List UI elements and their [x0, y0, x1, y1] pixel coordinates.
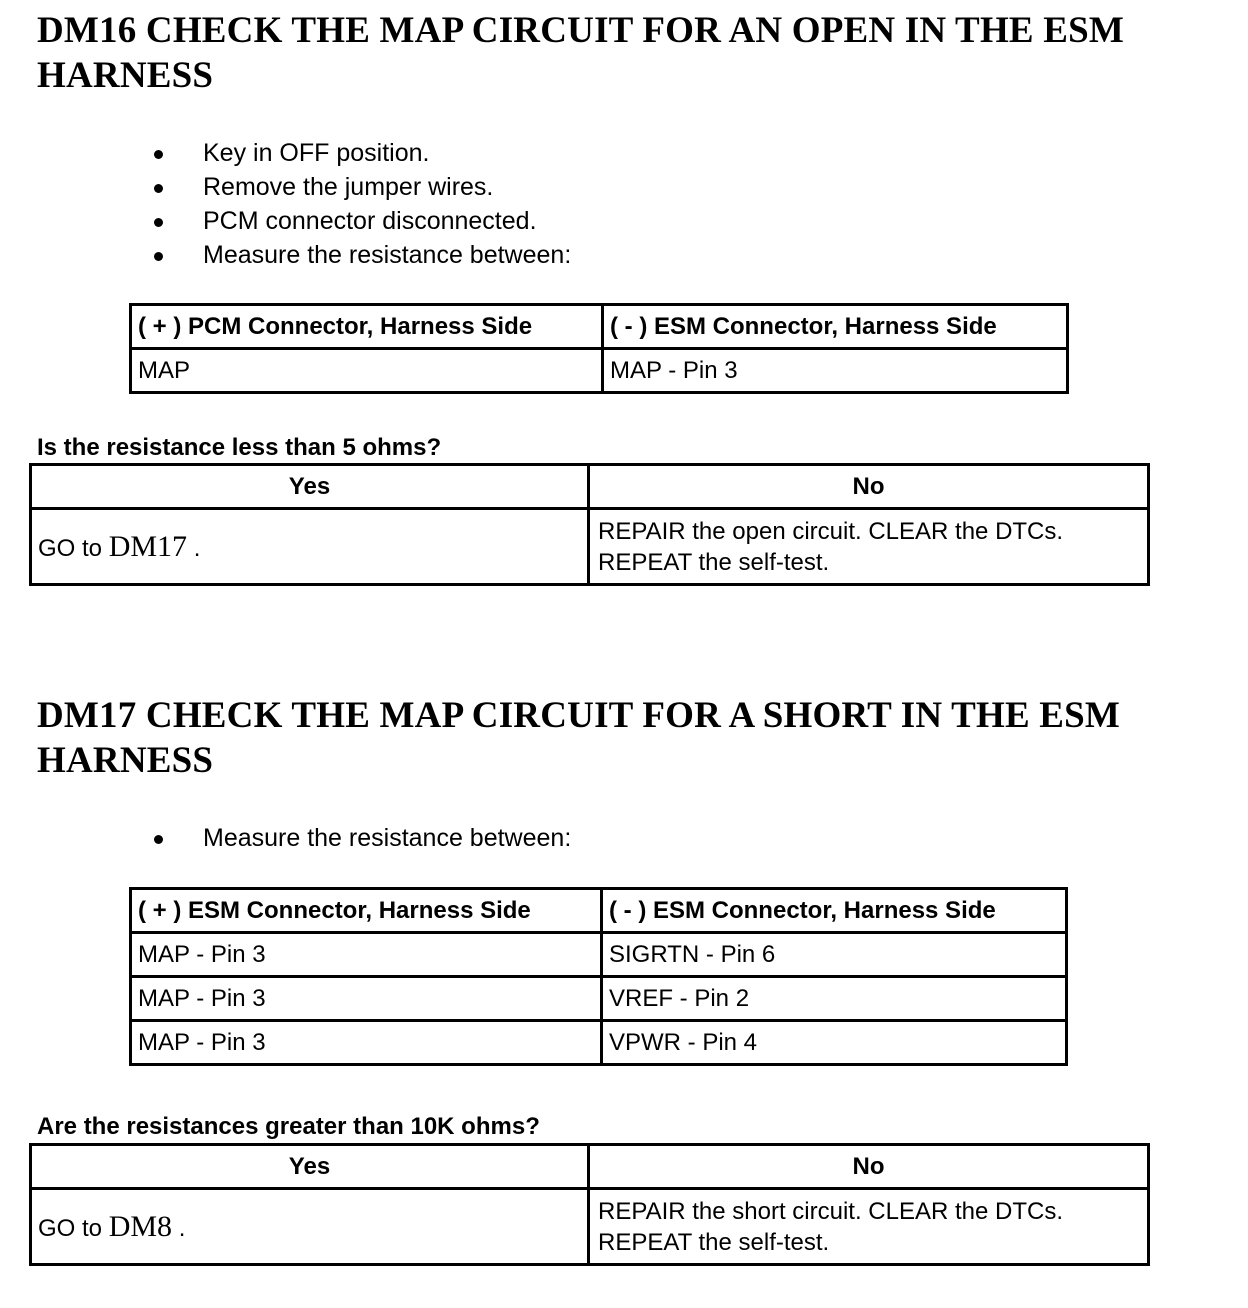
dm16-measure-table	[129, 303, 1069, 394]
dm17-question: Are the resistances greater than 10K ohms?	[37, 1113, 540, 1140]
table-header-row	[131, 889, 1067, 933]
no-cell: REPAIR the open circuit. CLEAR the DTCs. REPEAT the self-test.	[589, 509, 1149, 585]
table-header-row	[31, 465, 1149, 509]
no-header: No	[589, 1145, 1149, 1189]
yes-header: Yes	[31, 1145, 589, 1189]
dm17-heading-line1: DM17 CHECK THE MAP CIRCUIT FOR A SHORT IN THE ESM	[37, 695, 1121, 736]
table-row	[131, 349, 1068, 393]
table-header: ( + ) ESM Connector, Harness Side	[131, 889, 602, 933]
table-row	[131, 977, 1067, 1021]
dm16-result-table	[29, 463, 1150, 586]
no-header: No	[589, 465, 1149, 509]
table-cell: MAP - Pin 3	[131, 1021, 602, 1065]
bullet-icon	[154, 252, 163, 261]
table-cell: VREF - Pin 2	[602, 977, 1067, 1021]
dm17-heading	[37, 693, 1217, 783]
table-row	[31, 509, 1149, 585]
list-item: Remove the jumper wires.	[150, 170, 571, 204]
yes-cell: GO to DM8 .	[31, 1189, 589, 1265]
dm17-link[interactable]: DM17	[108, 529, 188, 563]
table-row	[131, 933, 1067, 977]
list-item: PCM connector disconnected.	[150, 204, 571, 238]
yes-cell: GO to DM17 .	[31, 509, 589, 585]
table-header: ( + ) PCM Connector, Harness Side	[131, 305, 603, 349]
dm17-steps	[150, 821, 571, 855]
list-item: Measure the resistance between:	[150, 821, 571, 855]
dm16-question: Is the resistance less than 5 ohms?	[37, 434, 442, 461]
no-cell: REPAIR the short circuit. CLEAR the DTCs. REPEAT the self-test.	[589, 1189, 1149, 1265]
bullet-icon	[154, 184, 163, 193]
bullet-icon	[154, 150, 163, 159]
table-header-row	[131, 305, 1068, 349]
table-header: ( - ) ESM Connector, Harness Side	[602, 889, 1067, 933]
table-row	[31, 1189, 1149, 1265]
table-header-row	[31, 1145, 1149, 1189]
list-item: Measure the resistance between:	[150, 238, 571, 272]
dm16-steps	[150, 136, 571, 272]
table-cell: MAP - Pin 3	[131, 977, 602, 1021]
list-item: Key in OFF position.	[150, 136, 571, 170]
table-cell: VPWR - Pin 4	[602, 1021, 1067, 1065]
table-cell: SIGRTN - Pin 6	[602, 933, 1067, 977]
dm17-result-table	[29, 1143, 1150, 1266]
dm16-heading	[37, 8, 1217, 98]
table-header: ( - ) ESM Connector, Harness Side	[603, 305, 1068, 349]
dm17-measure-table	[129, 887, 1068, 1066]
table-row	[131, 1021, 1067, 1065]
dm16-heading-line2: HARNESS	[37, 55, 214, 96]
dm17-heading-line2: HARNESS	[37, 740, 214, 781]
table-cell: MAP	[131, 349, 603, 393]
bullet-icon	[154, 835, 163, 844]
dm16-heading-line1: DM16 CHECK THE MAP CIRCUIT FOR AN OPEN IN THE ESM	[37, 10, 1125, 51]
yes-header: Yes	[31, 465, 589, 509]
dm8-link[interactable]: DM8	[108, 1209, 173, 1243]
table-cell: MAP - Pin 3	[131, 933, 602, 977]
table-cell: MAP - Pin 3	[603, 349, 1068, 393]
bullet-icon	[154, 218, 163, 227]
